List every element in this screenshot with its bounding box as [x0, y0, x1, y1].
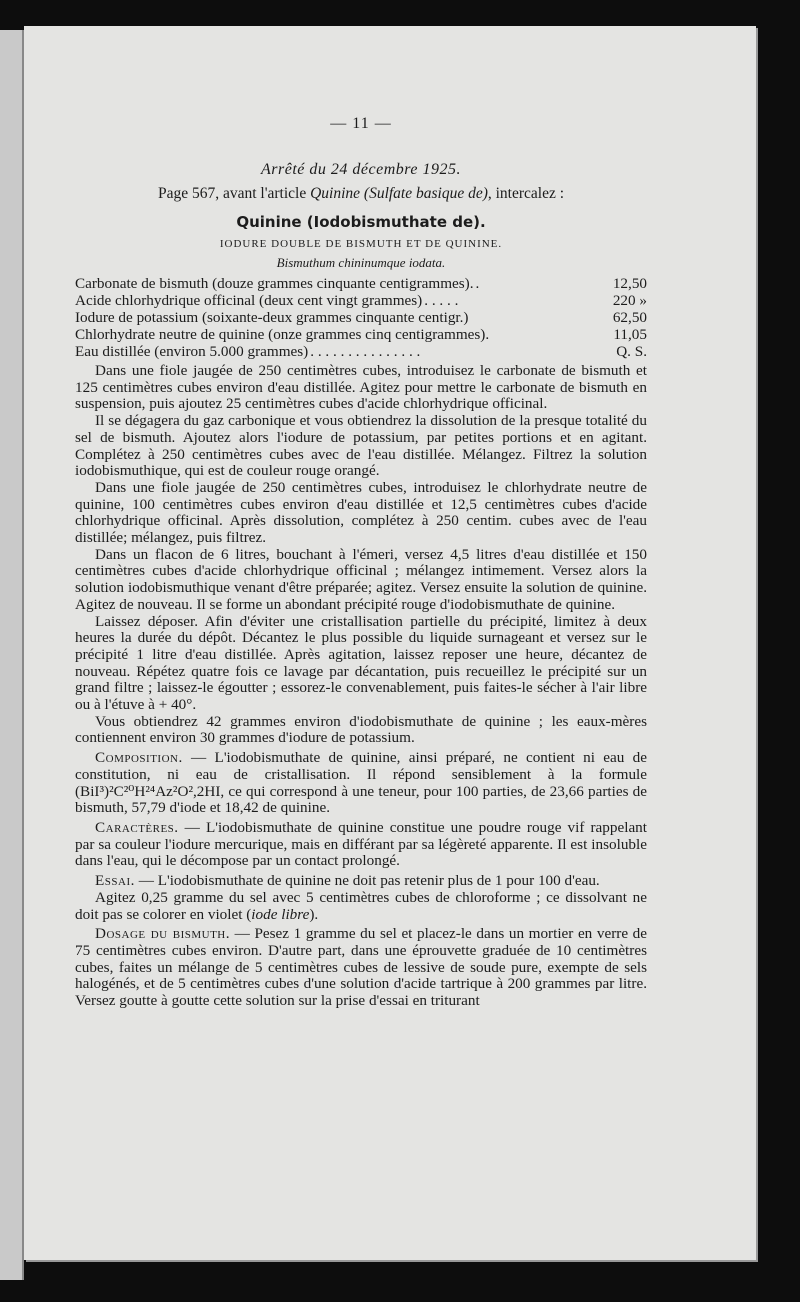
formula-ingredient: Iodure de potassium (soixante-deux grammes cinquante centigr.)	[75, 309, 469, 326]
caracteres-text: — L'iodobismuthate de quinine constitue une poudre rouge vif rappelant par sa couleur l'iodure mercurique, mais en différant par sa légèreté apparente. Il est insoluble dans l'eau, qui le décompose par un contact prolongé.	[75, 818, 647, 870]
formula-ingredient: Acide chlorhydrique officinal (deux cent vingt grammes)	[75, 292, 423, 309]
formula-quantity: 62,50	[612, 309, 647, 326]
intro-article: Quinine (Sulfate basique de)	[310, 185, 488, 202]
formula-row	[75, 344, 647, 361]
chloroform-test-suffix: ).	[309, 905, 319, 923]
paragraph-preparation-5: Laissez déposer. Afin d'éviter une cristallisation partielle du précipité, limitez à deux heures la durée du dépôt. Décantez le plus possible du liquide surnageant et versez sur le précipité 1 litre d'eau distillée. Après agitation, laissez reposer une heure, décantez de nouveau. Répétez quatre fois ce lavage par décantation, puis recueillez le précipité sur un grand filtre ; laissez-le égoutter ; essorez-le convenablement, puis faites-le sécher à l'air libre ou à l'étuve à + 40°.	[75, 612, 647, 714]
paragraph-essai	[75, 873, 647, 890]
intro-suffix: , intercalez :	[487, 185, 565, 202]
decree-date: Arrêté du 24 décembre 1925.	[261, 161, 461, 178]
chloroform-test-prefix: Agitez 0,25 gramme du sel avec 5 centimètres cubes de chloroforme ; ce dissolvant ne doit pas se colorer en violet (	[75, 888, 647, 923]
composition-text: — L'iodobismuthate de quinine, ainsi préparé, ne contient ni eau de constitution, ni eau de cristallisation. Il répond sensiblement à la formule (BiI³)²C²⁰H²⁴Az²O²,2HI, ce qui correspond à une teneur, pour 100 parties, de 23,66 parties de bismuth, 57,79 d'iode et 18,42 de quinine.	[75, 749, 647, 817]
chloroform-test-italic: iode libre	[251, 905, 310, 923]
dosage-label: Dosage du bismuth.	[95, 925, 231, 943]
intro-line	[75, 186, 647, 203]
previous-page-edge	[0, 30, 24, 1280]
paragraph-yield: Vous obtiendrez 42 grammes environ d'iodobismuthate de quinine ; les eaux-mères contiennent environ 30 grammes d'iodure de potassium.	[75, 712, 647, 747]
formula-quantity: Q. S.	[616, 343, 647, 360]
formula-quantity: 12,50	[612, 275, 647, 292]
paragraph-caracteres	[75, 820, 647, 870]
document-page	[24, 26, 756, 1260]
intro-prefix: Page 567, avant l'article	[157, 185, 311, 202]
formula-leader: . . . . .	[424, 293, 459, 309]
monograph-subtitle: IODURE DOUBLE DE BISMUTH ET DE QUININE.	[219, 238, 503, 250]
formula-quantity: 11,05	[613, 326, 647, 343]
dosage-text: — Pesez 1 gramme du sel et placez-le dans un mortier en verre de 75 centimètres cubes environ. D'autre part, dans une éprouvette graduée de 10 centimètres cubes, faites un mélange de 5 centimètres cubes de lessive de soude pure, exempte de sels halogénés, et de 5 centimètres cubes d'une solution d'acide tartrique à 200 grammes par litre. Versez goutte à goutte cette solution sur la prise d'essai en triturant	[75, 925, 648, 1010]
paragraph-dosage	[75, 926, 647, 1010]
formula-leader: . . . . . . . . . . . . . . .	[310, 344, 421, 360]
paragraph-composition	[75, 750, 647, 817]
monograph-title: Quinine (Iodobismuthate de).	[236, 213, 486, 231]
caracteres-label: Caractères.	[95, 818, 179, 836]
paragraph-preparation-2: Il se dégagera du gaz carbonique et vous obtiendrez la dissolution de la presque totalité du sel de bismuth. Ajoutez alors l'iodure de potassium, par petites portions et en agitant. Complétez à 250 centimètres cubes avec de l'eau distillée. Mélangez. Filtrez la solution iodobismuthique, qui est de couleur rouge orangé.	[75, 412, 647, 480]
formula-ingredient: Chlorhydrate neutre de quinine (onze grammes cinq centigrammes).	[75, 326, 490, 343]
paragraph-preparation-4: Dans un flacon de 6 litres, bouchant à l'émeri, versez 4,5 litres d'eau distillée et 150 centimètres cubes d'acide chlorhydrique officinal ; mélangez intimement. Versez alors la solution iodobismuthique venant d'être préparée; agitez. Versez ensuite la solution de quinine. Agitez de nouveau. Il se forme un abondant précipité rouge d'iodobismuthate de quinine.	[75, 545, 647, 613]
formula-row	[75, 276, 647, 293]
formula-ingredient: Eau distillée (environ 5.000 grammes)	[75, 343, 309, 360]
monograph-body	[75, 363, 647, 1010]
formula-row	[75, 327, 647, 344]
essai-text: — L'iodobismuthate de quinine ne doit pas retenir plus de 1 pour 100 d'eau.	[134, 872, 600, 890]
page-number: — 11 —	[330, 115, 392, 132]
formula-row	[75, 293, 647, 310]
formula-row	[75, 310, 647, 327]
formula-list	[75, 276, 647, 361]
latin-name: Bismuthum chininumque iodata.	[276, 255, 446, 270]
formula-ingredient: Carbonate de bismuth (douze grammes cinquante centigrammes).	[75, 275, 474, 292]
essai-label: Essai.	[95, 872, 135, 890]
formula-quantity: 220 »	[612, 292, 647, 309]
paragraph-preparation-3: Dans une fiole jaugée de 250 centimètres cubes, introduisez le chlorhydrate neutre de quinine, 100 centimètres cubes environ d'eau distillée et 12,5 centimètres cubes d'acide chlorhydrique officinal. Après dissolution, complétez à 250 centim. cubes avec de l'eau distillée; mélangez, puis filtrez.	[75, 478, 647, 547]
paragraph-preparation-1: Dans une fiole jaugée de 250 centimètres cubes, introduisez le carbonate de bismuth et 125 centimètres cubes environ d'eau distillée. Agitez pour mettre le carbonate de bismuth en suspension, puis ajoutez 25 centimètres cubes d'acide chlorhydrique officinal.	[75, 362, 647, 413]
composition-label: Composition.	[95, 749, 183, 767]
paragraph-chloroform-test	[75, 890, 647, 923]
formula-leader: .	[475, 276, 480, 292]
